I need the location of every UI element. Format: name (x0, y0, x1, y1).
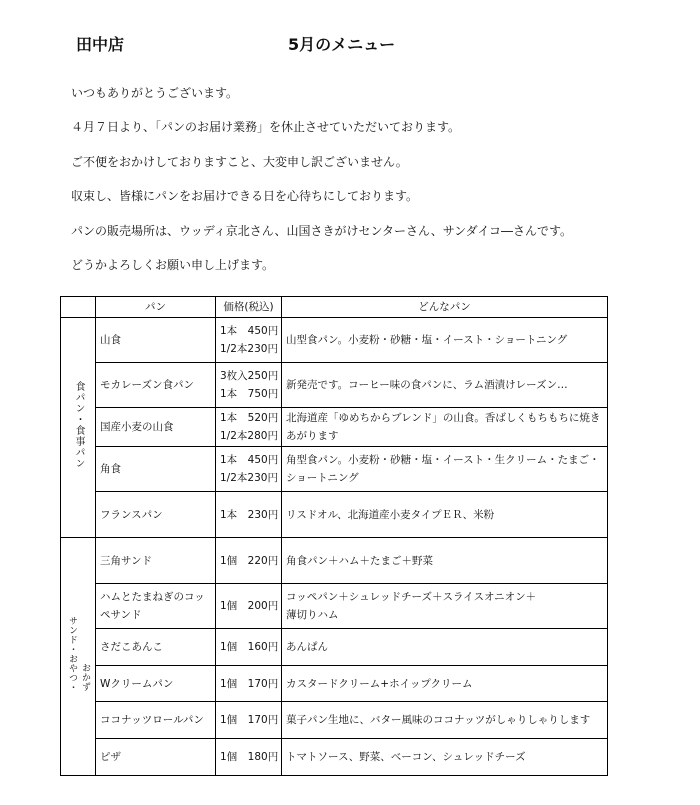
desc-line: 薄切りハム (286, 609, 339, 621)
category-label: おかず (80, 663, 90, 692)
category-sand (61, 538, 96, 776)
item-desc: リスドオル、北海道産小麦タイプＥＲ、米粉 (282, 492, 608, 538)
intro-text (71, 83, 671, 289)
category-label: 食パン・食事パン (73, 380, 84, 469)
intro-line: ご不便をおかけしておりますこと、大変申し訳ございません。 (71, 154, 408, 169)
item-price (216, 408, 282, 447)
price-header: 価格(税込) (216, 297, 282, 318)
name-header: パン (96, 297, 216, 318)
item-price: 1個 180円 (216, 739, 282, 776)
intro-line: ４月７日より、「パンのお届け業務」を休止させていただいております。 (71, 120, 461, 135)
category-label: サンド・おやつ・ (67, 615, 77, 692)
table-row (61, 408, 608, 447)
item-price: 1個 170円 (216, 702, 282, 739)
item-name: ピザ (96, 739, 216, 776)
table-row (61, 702, 608, 739)
price-line: 1本 750円 (220, 388, 279, 400)
item-name: 国産小麦の山食 (96, 408, 216, 447)
item-price: 1個 170円 (216, 666, 282, 702)
table-row (61, 447, 608, 492)
category-bread (61, 318, 96, 538)
item-desc: 山型食パン。小麦粉・砂糖・塩・イースト・ショートニング (282, 318, 608, 363)
desc-header: どんなパン (282, 297, 608, 318)
price-line: 1/2本230円 (220, 472, 278, 484)
item-desc: 新発売です。コーヒー味の食パンに、ラム酒漬けレーズン… (282, 363, 608, 408)
item-name: 三角サンド (96, 538, 216, 584)
desc-line: コッペパン＋シュレッドチーズ＋スライスオニオン＋ (286, 591, 537, 603)
table-row (61, 538, 608, 584)
item-price: 1個 200円 (216, 584, 282, 629)
item-desc: 北海道産「ゆめちからブレンド」の山食。香ばしくもちもちに焼きあがります (282, 408, 608, 447)
item-desc: 菓子パン生地に、バター風味のココナッツがしゃりしゃりします (282, 702, 608, 739)
table-row (61, 318, 608, 363)
page-title: 5月のメニュー (288, 35, 396, 54)
item-price (216, 363, 282, 408)
item-name: ココナッツロールパン (96, 702, 216, 739)
table-header-row (61, 297, 608, 318)
table-row (61, 629, 608, 666)
intro-line: 収束し、皆様にパンをお届けできる日を心待ちにしております。 (71, 189, 419, 204)
category-header (61, 297, 96, 318)
item-price: 1個 220円 (216, 538, 282, 584)
item-name: モカレーズン食パン (96, 363, 216, 408)
table-row (61, 584, 608, 629)
price-line: 1本 450円 (220, 325, 279, 337)
table-row (61, 739, 608, 776)
price-line: 1/2本280円 (220, 430, 278, 442)
shop-name: 田中店 (76, 35, 125, 54)
table-row (61, 492, 608, 538)
item-name: 山食 (96, 318, 216, 363)
table-row (61, 363, 608, 408)
menu-table (60, 296, 608, 776)
item-name: さだこあんこ (96, 629, 216, 666)
price-line: 3枚入250円 (220, 370, 279, 382)
price-line: 1/2本230円 (220, 343, 278, 355)
item-price (216, 447, 282, 492)
price-line: 1本 450円 (220, 454, 279, 466)
price-line: 1本 520円 (220, 412, 279, 424)
item-desc: あんぱん (282, 629, 608, 666)
item-price: 1本 230円 (216, 492, 282, 538)
item-name: Wクリームパン (96, 666, 216, 702)
intro-line: いつもありがとうございます。 (71, 86, 239, 100)
item-name: フランスパン (96, 492, 216, 538)
intro-line: パンの販売場所は、ウッディ京北さん、山国さきがけセンターさん、サンダイコ―さんです。 (71, 223, 573, 238)
item-desc (282, 584, 608, 629)
item-desc: 角食パン＋ハム＋たまご＋野菜 (282, 538, 608, 584)
table-row (61, 666, 608, 702)
item-name: ハムとたまねぎのコッペサンド (96, 584, 216, 629)
item-desc: 角型食パン。小麦粉・砂糖・塩・イースト・生クリーム・たまご・ショートニング (282, 447, 608, 492)
item-price: 1個 160円 (216, 629, 282, 666)
item-name: 角食 (96, 447, 216, 492)
item-desc: トマトソース、野菜、ベーコン、シュレッドチーズ (282, 739, 608, 776)
item-desc: カスタードクリーム+ホイップクリーム (282, 666, 608, 702)
intro-line: どうかよろしくお願い申し上げます。 (71, 257, 275, 272)
item-price (216, 318, 282, 363)
